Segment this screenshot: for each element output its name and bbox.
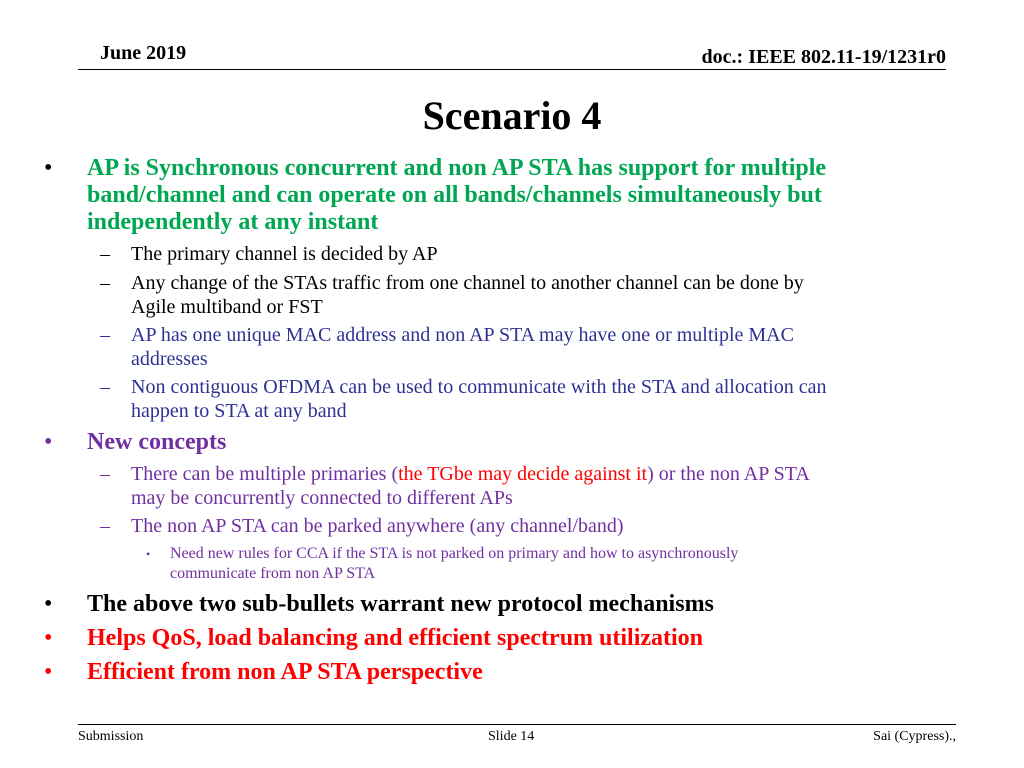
bullet-marker: •: [44, 591, 53, 617]
sub-bullet-text-line: Agile multiband or FST: [131, 295, 323, 318]
footer-author: Sai (Cypress).,: [873, 729, 956, 744]
bullet-text: New concepts: [87, 429, 227, 455]
sub-bullet-text-line: [131, 463, 990, 487]
bullet-marker: •: [44, 429, 53, 455]
bullet-text-line: AP is Synchronous concurrent and non AP STA has support for multiple: [87, 155, 827, 181]
sub-bullet-text-line: Any change of the STAs traffic from one channel to another channel can be done by: [131, 272, 804, 294]
text-segment: There can be multiple primaries (: [131, 463, 399, 485]
sub-bullet-text: [131, 324, 990, 371]
sub-sub-bullet-text-line: Need new rules for CCA if the STA is not parked on primary and how to asynchronously: [170, 545, 739, 562]
sub-bullet-marker: –: [100, 243, 110, 265]
sub-bullet-marker: –: [100, 272, 110, 294]
bullet-marker: •: [44, 625, 53, 651]
slide-title: Scenario 4: [422, 93, 602, 138]
sub-sub-bullet-marker: •: [146, 547, 151, 561]
sub-bullet-text: [131, 376, 990, 423]
sub-bullet-marker: –: [100, 515, 110, 537]
sub-bullet-text-line: may be concurrently connected to different APs: [131, 486, 513, 509]
bullet-marker: •: [44, 155, 53, 181]
sub-bullet-text: [131, 463, 990, 510]
header-doc-id: doc.: IEEE 802.11-19/1231r0: [701, 46, 946, 68]
sub-bullet-text-line: AP has one unique MAC address and non AP STA may have one or multiple MAC: [131, 324, 794, 346]
bullet-text: The above two sub-bullets warrant new protocol mechanisms: [87, 591, 714, 617]
footer-divider: [78, 724, 956, 725]
highlighted-text: the TGbe may decide against it: [398, 463, 648, 485]
sub-bullet-text-line: happen to STA at any band: [131, 399, 347, 422]
sub-bullet-marker: –: [100, 376, 110, 398]
bullet-marker: •: [44, 659, 53, 685]
sub-sub-bullet-text: [170, 544, 976, 584]
footer-submission: Submission: [78, 729, 144, 744]
bullet-text: Efficient from non AP STA perspective: [87, 659, 483, 685]
sub-bullet-marker: –: [100, 324, 110, 346]
sub-bullet-text: The primary channel is decided by AP: [131, 243, 438, 265]
sub-bullet-text-line: Non contiguous OFDMA can be used to communicate with the STA and allocation can: [131, 376, 827, 398]
bullet-text: Helps QoS, load balancing and efficient spectrum utilization: [87, 625, 704, 651]
sub-sub-bullet-text-line: communicate from non AP STA: [170, 565, 376, 582]
footer-slide-number: Slide 14: [488, 729, 535, 744]
sub-bullet-text: The non AP STA can be parked anywhere (any channel/band): [131, 515, 624, 537]
bullet-text: [87, 155, 984, 236]
sub-bullet-text-line: addresses: [131, 347, 208, 370]
text-segment: ) or the non AP STA: [647, 463, 810, 485]
bullet-text-line: independently at any instant: [87, 209, 379, 235]
sub-bullet-text: [131, 272, 990, 319]
sub-bullet-marker: –: [100, 463, 110, 485]
bullet-text-line: band/channel and can operate on all bands/channels simultaneously but: [87, 182, 822, 208]
header-date: June 2019: [100, 42, 187, 64]
